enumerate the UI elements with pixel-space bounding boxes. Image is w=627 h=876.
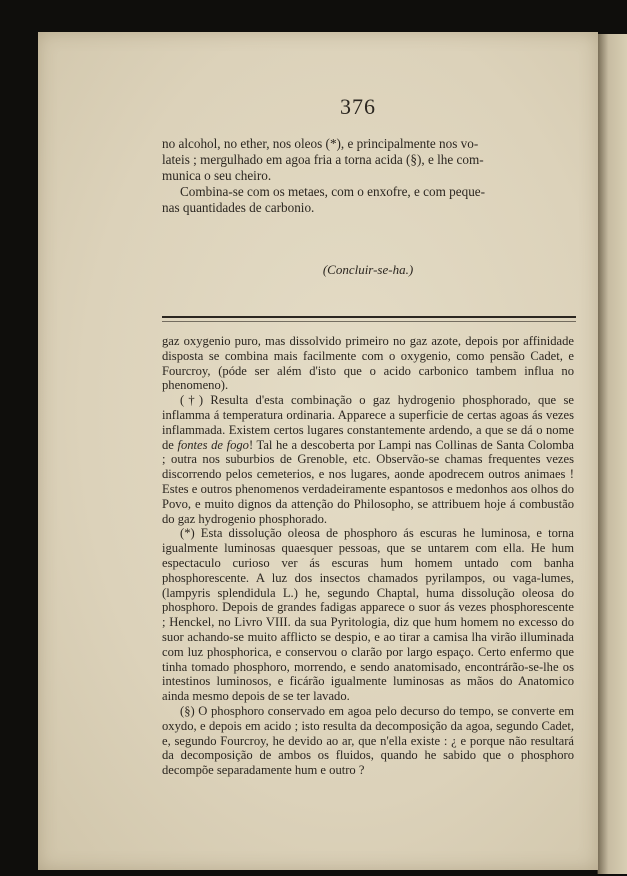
footnote-dagger-text-2: ! Tal he a descoberta por Lampi nas Collinas de Santa Colomba ; outra nos suburbios de Grenoble, etc. Observão-se chamas frequentes vezes discorrendo pelos cemeterios, e nos lugares, aonde apodrecem outros animaes ! Estes e outros phenomenos verdadeiramente espantosos e medonhos aos olhos do Povo, e muito dignos da attenção do Philosopho, se attribuem hoje á combustão do gaz hydrogenio phosphorado. bbox=[162, 437, 574, 526]
separator-rule-thin bbox=[162, 321, 576, 322]
main-paragraph-1: no alcohol, no ether, nos oleos (*), e principalmente nos vo- lateis ; mergulhado em agoa fria a torna acida (§), e lhe com- munica o seu cheiro. bbox=[162, 136, 484, 183]
main-text bbox=[162, 136, 574, 216]
footnote-star: (*) Esta dissolução oleosa de phosphoro ás escuras he luminosa, e torna igualmente luminosas quaesquer pessoas, que se untarem com ella. He hum espectaculo curioso ver ás escuras hum homem untado com banha phosphorescente. A luz dos insectos chamados pyrilampos, ou vaga-lumes, (lampyris splendidula L.) he, segundo Chaptal, huma dissolução oleosa do phosphoro. Depois de grandes fadigas apparece o suor ás vezes phosphorescente ; Henckel, no Livro VIII. da sua Pyritologia, diz que hum homem no excesso do suor achando-se muito afflicto se despio, e ao tirar a camisa lha virão illuminada com luz phosphorica, e conservou o clarão por largo espaço. Certo enfermo que tinha tomado phosphoro, morrendo, e sendo anatomisado, encontrárão-se-lhe os intestinos luminosos, e ficárão igualmente luminosas as mãos do Anatomico ainda mesmo depois de se ter lavado. bbox=[162, 526, 574, 704]
book-page bbox=[38, 32, 598, 870]
footnote-continuation: gaz oxygenio puro, mas dissolvido primeiro no gaz azote, depois por affinidade disposta se combina mais facilmente com o oxygenio, como pensão Cadet, e Fourcroy, (póde ser além d'isto que o acido carbonico tambem influa no phenomeno). bbox=[162, 334, 574, 393]
footnote-dagger-text-1: (†) Resulta d'esta combinação o gaz hydrogenio phosphorado, que se inflamma á temperatura ordinaria. Apparece a superficie de certas agoas ás vezes inflammada. Existem certos lugares constantemente ardendo, a que se dá o nome de bbox=[162, 393, 574, 452]
footnote-section: (§) O phosphoro conservado em agoa pelo decurso do tempo, se converte em oxydo, e depois em acido ; isto resulta da decomposição da agoa, segundo Cadet, e, segundo Fourcroy, he devido ao ar, que n'ella existe : ¿ e porque não resultará da decomposição de ambos os fluidos, quando he sabido que o phosphoro decompõe separadamente hum e outro ? bbox=[162, 703, 574, 778]
footnote-dagger-italic: fontes de fogo bbox=[177, 437, 249, 452]
page-number: 376 bbox=[340, 94, 376, 119]
footnotes bbox=[162, 334, 574, 778]
adjacent-page-edge bbox=[597, 34, 627, 874]
continuation-note: (Concluir-se-ha.) bbox=[322, 262, 414, 277]
footnote-dagger bbox=[162, 393, 574, 526]
main-paragraph-2: Combina-se com os metaes, com o enxofre, e com peque- nas quantidades de carbonio. bbox=[162, 184, 486, 215]
separator-rule bbox=[162, 316, 576, 318]
